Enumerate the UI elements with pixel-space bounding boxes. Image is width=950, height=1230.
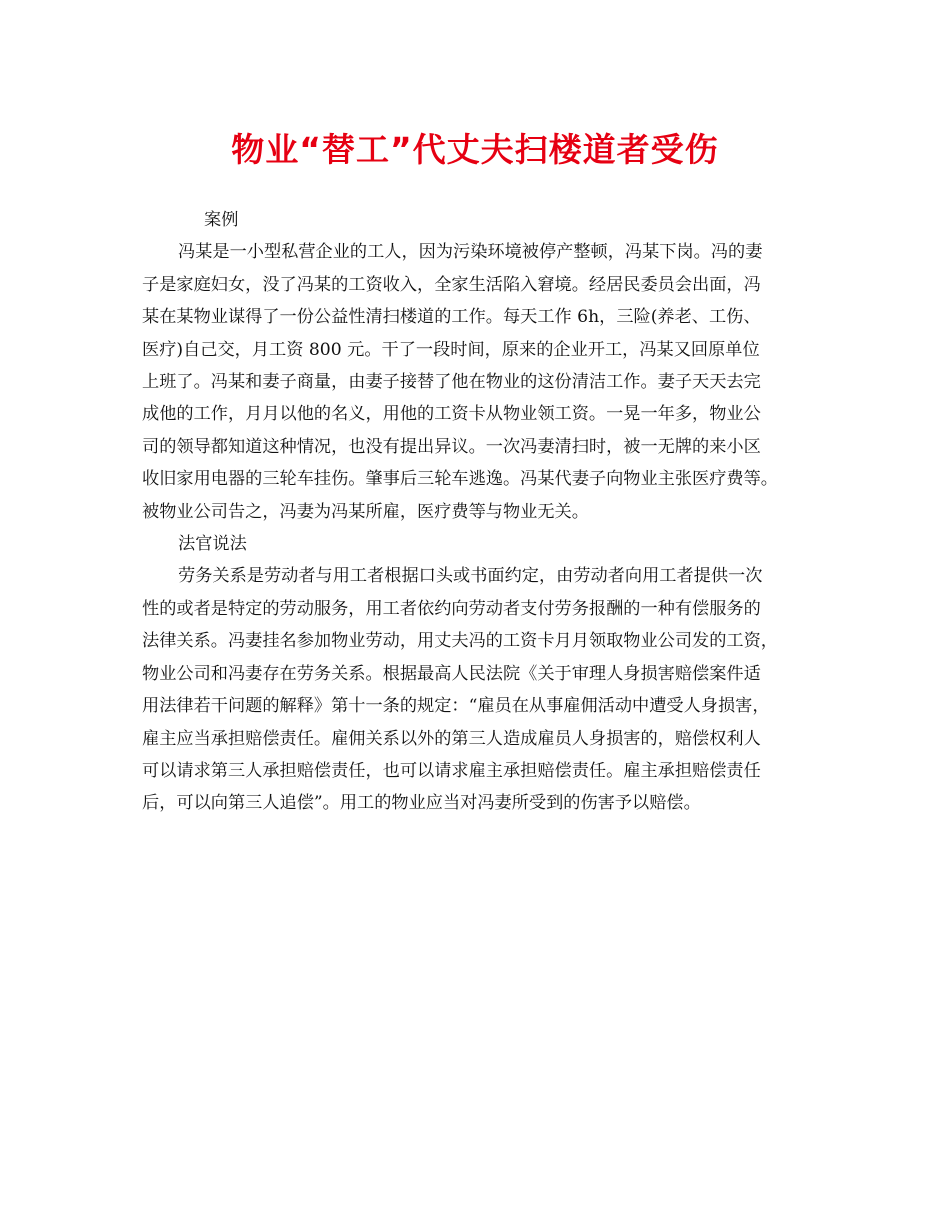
paragraph-line: 冯某是一小型私营企业的工人，因为污染环境被停产整顿，冯某下岗。冯的妻: [178, 242, 763, 263]
section-heading-case: 案例: [204, 210, 239, 230]
paragraph-line: 子是家庭妇女，没了冯某的工资收入，全家生活陷入窘境。经居民委员会出面，冯: [142, 274, 761, 295]
paragraph-line: 物业公司和冯妻存在劳务关系。根据最高人民法院《关于审理人身损害赔偿案件适: [142, 663, 761, 684]
document-title: 物业“替工”代丈夫扫楼道者受伤: [231, 130, 719, 169]
paragraph-line: 被物业公司告之，冯妻为冯某所雇，医疗费等与物业无关。: [142, 501, 589, 522]
paragraph-line: 医疗)自己交，月工资 800 元。干了一段时间，原来的企业开工，冯某又回原单位: [142, 339, 760, 360]
paragraph-line: 后，可以向第三人追偿”。用工的物业应当对冯妻所受到的伤害予以赔偿。: [142, 793, 701, 814]
paragraph-line: 上班了。冯某和妻子商量，由妻子接替了他在物业的这份清洁工作。妻子天天去完: [142, 372, 761, 393]
paragraph-line: 可以请求第三人承担赔偿责任，也可以请求雇主承担赔偿责任。雇主承担赔偿责任: [142, 760, 761, 781]
paragraph-line: 雇主应当承担赔偿责任。雇佣关系以外的第三人造成雇员人身损害的，赔偿权利人: [142, 728, 761, 749]
paragraph-line: 劳务关系是劳动者与用工者根据口头或书面约定，由劳动者向用工者提供一次: [178, 566, 763, 587]
paragraph-line: 成他的工作，月月以他的名义，用他的工资卡从物业领工资。一晃一年多，物业公: [142, 404, 761, 425]
paragraph-line: 司的领导都知道这种情况，也没有提出异议。一次冯妻清扫时，被一无牌的来小区: [142, 436, 761, 457]
paragraph-line: 法律关系。冯妻挂名参加物业劳动，用丈夫冯的工资卡月月领取物业公司发的工资，: [142, 631, 778, 652]
section-heading-judge: 法官说法: [178, 534, 247, 555]
document-body: [142, 204, 832, 820]
paragraph-line: 性的或者是特定的劳动服务，用工者依约向劳动者支付劳务报酬的一种有偿服务的: [142, 598, 761, 619]
paragraph-line: 收旧家用电器的三轮车挂伤。肇事后三轮车逃逸。冯某代妻子向物业主张医疗费等。: [142, 469, 778, 490]
paragraph-line: 某在某物业谋得了一份公益性清扫楼道的工作。每天工作 6h，三险(养老、工伤、: [142, 307, 761, 328]
paragraph-line: 用法律若干问题的解释》第十一条的规定：“雇员在从事雇佣活动中遭受人身损害，: [142, 696, 770, 717]
